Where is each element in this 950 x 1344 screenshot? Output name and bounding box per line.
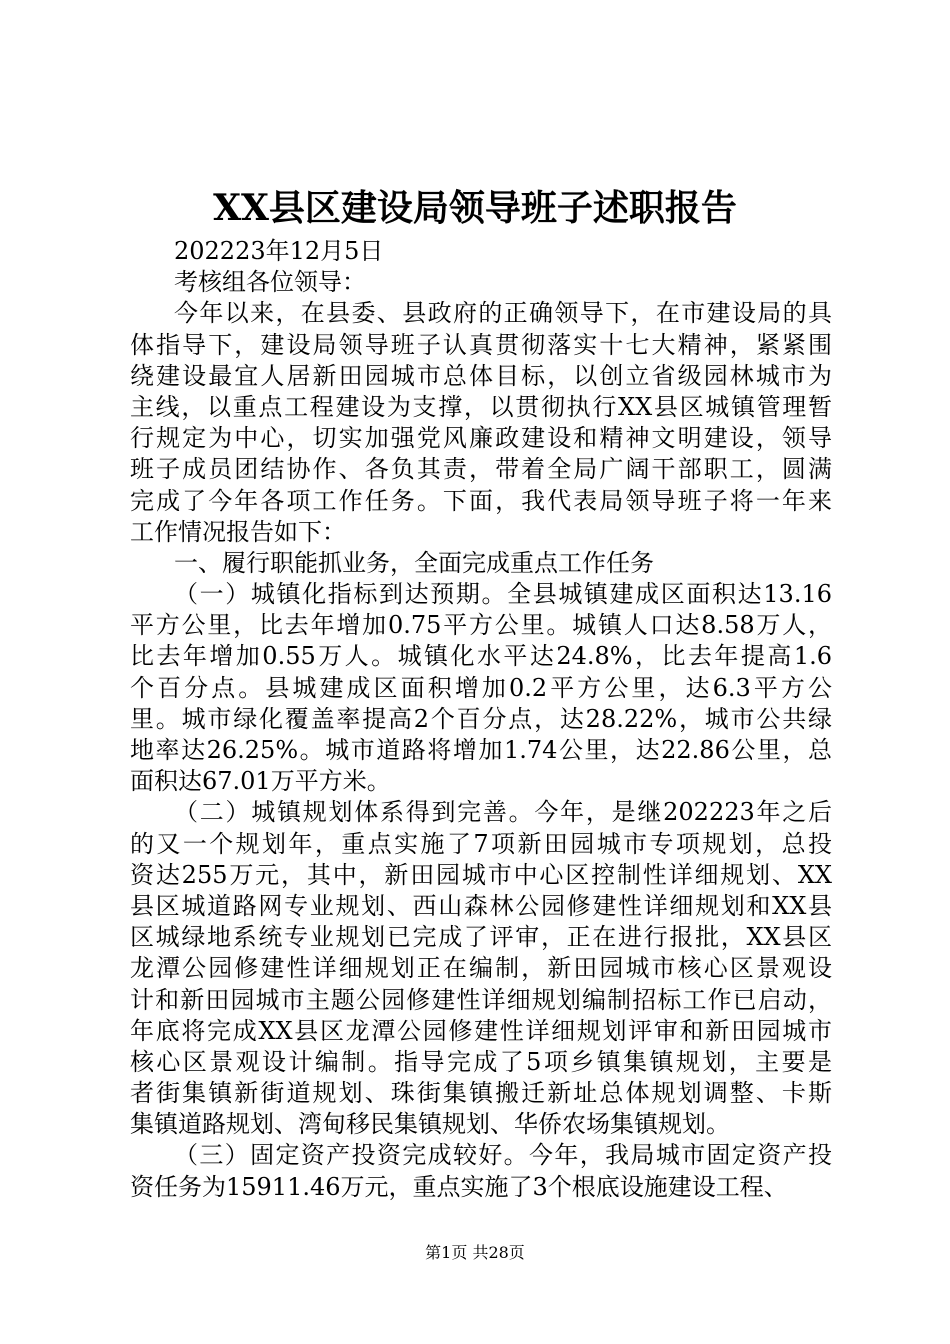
paragraph (130, 548, 832, 579)
text-line: 核心区景观设计编制。指导完成了5项乡镇集镇规划，主要是 (130, 1047, 832, 1076)
text-line: 资任务为15911.46万元，重点实施了3个根底设施建设工程、 (130, 1172, 788, 1201)
page-footer: 第1页 共28页 (425, 1243, 525, 1262)
text-line: 龙潭公园修建性详细规划正在编制，新田园城市核心区景观设 (130, 954, 832, 983)
paragraph (130, 797, 832, 1140)
text-line: 个百分点。县城建成区面积增加0.2平方公里，达6.3平方公 (130, 673, 832, 702)
text-line: 年底将完成XX县区龙潭公园修建性详细规划评审和新田园城市 (130, 1016, 832, 1045)
text-line: 主线，以重点工程建设为支撑，以贯彻执行XX县区城镇管理暂 (130, 392, 832, 421)
text-line: 区城绿地系统专业规划已完成了评审，正在进行报批，XX县区 (130, 923, 832, 952)
text-line: 集镇道路规划、湾甸移民集镇规划、华侨农场集镇规划。 (130, 1110, 730, 1139)
text-line: 计和新田园城市主题公园修建性详细规划编制招标工作已启动， (130, 985, 832, 1014)
text-line: 今年以来，在县委、县政府的正确领导下，在市建设局的具 (174, 299, 832, 328)
text-line: 资达255万元，其中，新田园城市中心区控制性详细规划、XX (130, 860, 832, 889)
text-line: 平方公里，比去年增加0.75平方公里。城镇人口达8.58万人， (130, 611, 832, 640)
document-body (130, 236, 832, 1203)
paragraphs (130, 298, 832, 1202)
document-title: XX县区建设局领导班子述职报告 (213, 187, 737, 229)
text-line: 绕建设最宜人居新田园城市总体目标，以创立省级园林城市为 (130, 361, 832, 390)
date-line: 202223年12月5日 (174, 237, 384, 265)
text-line: （二）城镇规划体系得到完善。今年，是继202223年之后 (174, 798, 832, 827)
text-line: （一）城镇化指标到达预期。全县城镇建成区面积达13.16 (174, 580, 832, 609)
paragraph (130, 298, 832, 548)
text-line: 的又一个规划年，重点实施了7项新田园城市专项规划，总投 (130, 829, 832, 858)
text-line: 里。城市绿化覆盖率提高2个百分点，达28.22%，城市公共绿 (130, 704, 832, 733)
text-line: 体指导下，建设局领导班子认真贯彻落实十七大精神，紧紧围 (130, 330, 832, 359)
text-line: 县区城道路网专业规划、西山森林公园修建性详细规划和XX县 (130, 891, 832, 920)
text-line: 地率达26.25%。城市道路将增加1.74公里，达22.86公里，总 (130, 736, 832, 764)
paragraph (130, 579, 832, 797)
text-line: 行规定为中心，切实加强党风廉政建设和精神文明建设，领导 (130, 424, 832, 453)
text-line: （三）固定资产投资完成较好。今年，我局城市固定资产投 (174, 1141, 832, 1170)
text-line: 完成了今年各项工作任务。下面，我代表局领导班子将一年来 (130, 486, 832, 515)
text-line: 班子成员团结协作、各负其责，带着全局广阔干部职工，圆满 (130, 455, 832, 484)
salutation: 考核组各位领导： (174, 268, 366, 297)
text-line: 者街集镇新街道规划、珠街集镇搬迁新址总体规划调整、卡斯 (130, 1079, 832, 1108)
text-line: 面积达67.01万平方米。 (130, 767, 391, 796)
paragraph (130, 1140, 832, 1202)
text-line: 比去年增加0.55万人。城镇化水平达24.8%，比去年提高1.6 (130, 642, 832, 671)
text-line: 一、履行职能抓业务，全面完成重点工作任务 (174, 548, 654, 577)
text-line: 工作情况报告如下： (130, 517, 346, 546)
